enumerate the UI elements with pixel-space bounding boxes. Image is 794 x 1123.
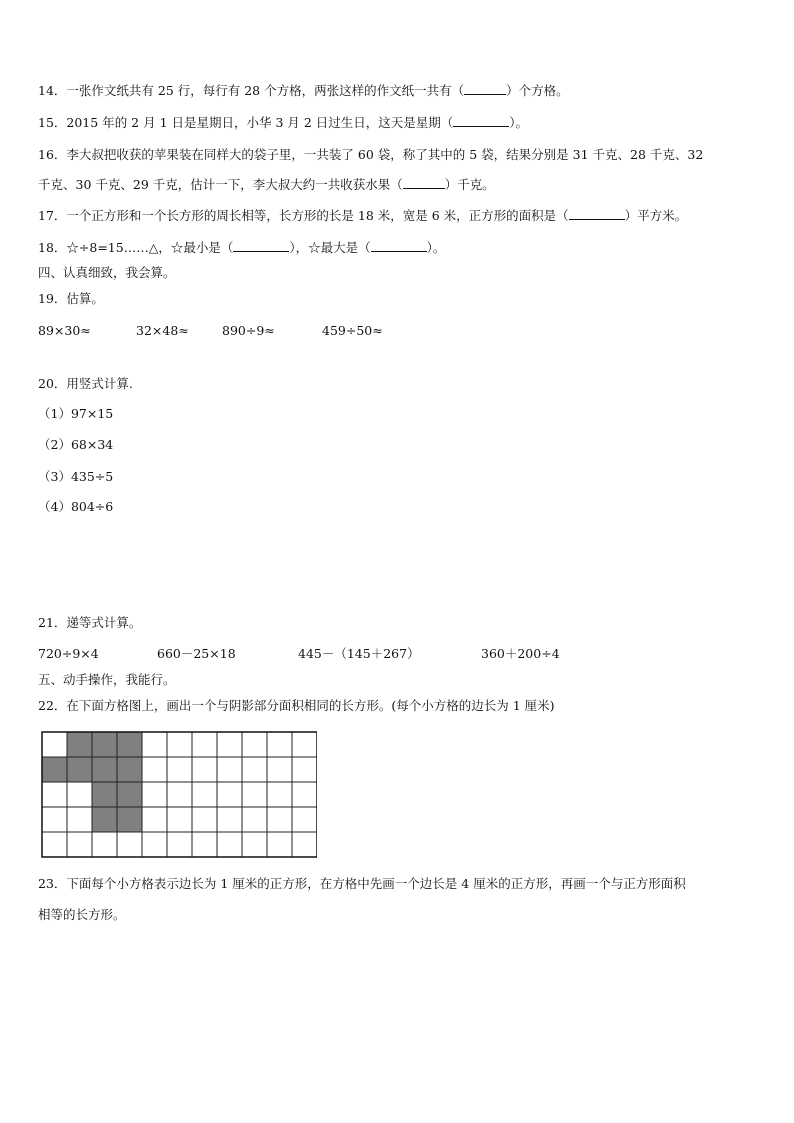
grid-cell[interactable] [217, 782, 242, 807]
grid-cell[interactable] [217, 807, 242, 832]
grid-cell[interactable] [67, 782, 92, 807]
grid-cell[interactable] [192, 807, 217, 832]
grid-cell[interactable] [117, 832, 142, 857]
q21-item-1: 720÷9×4 [38, 646, 99, 661]
question-14 [38, 83, 569, 99]
grid-cell[interactable] [142, 807, 167, 832]
grid-cell[interactable] [292, 757, 317, 782]
grid-cell[interactable] [167, 732, 192, 757]
grid-cell[interactable] [292, 782, 317, 807]
grid-cell[interactable] [42, 807, 67, 832]
grid-cell[interactable] [42, 832, 67, 857]
question-20-title: 20．用竖式计算. [38, 376, 133, 391]
grid-cell[interactable] [242, 732, 267, 757]
grid-cell[interactable] [292, 807, 317, 832]
grid-cell[interactable] [267, 832, 292, 857]
grid-cell[interactable] [217, 732, 242, 757]
q17-text: 17．一个正方形和一个长方形的周长相等，长方形的长是 18 米，宽是 6 米，正方形的面积是（ [38, 208, 569, 223]
q17-text-end: ）平方米。 [624, 208, 688, 223]
q15-text: 15．2015 年的 2 月 1 日是星期日，小华 3 月 2 日过生日，这天是星期（ [38, 115, 454, 130]
grid-cell[interactable] [142, 732, 167, 757]
grid-cell[interactable] [292, 832, 317, 857]
grid-cell-shaded[interactable] [117, 757, 142, 782]
grid-cell[interactable] [142, 782, 167, 807]
grid-cell[interactable] [242, 807, 267, 832]
q16-text-end: ）千克。 [444, 177, 495, 192]
q15-answer-blank[interactable] [453, 115, 509, 127]
grid-cell-shaded[interactable] [117, 807, 142, 832]
q19-item-3: 890÷9≈ [222, 323, 275, 338]
q20-item-2: （2）68×34 [38, 437, 114, 452]
question-17 [38, 208, 687, 224]
q14-answer-blank[interactable] [464, 83, 506, 95]
q19-item-1: 89×30≈ [38, 323, 91, 338]
q20-item-4: （4）804÷6 [38, 499, 114, 514]
q20-item-1: （1）97×15 [38, 406, 114, 421]
grid-cell[interactable] [167, 757, 192, 782]
grid-cell-shaded[interactable] [92, 757, 117, 782]
q18-text-end: ）。 [426, 240, 446, 255]
grid-cell[interactable] [267, 807, 292, 832]
q22-square-grid[interactable] [41, 731, 317, 859]
grid-cell[interactable] [192, 732, 217, 757]
q18-text: 18．☆÷8=15……△，☆最小是（ [38, 240, 234, 255]
q21-item-3: 445－（145＋267） [298, 646, 420, 661]
question-16-line2 [38, 177, 495, 193]
question-21-title: 21．递等式计算。 [38, 615, 142, 630]
grid-cell[interactable] [267, 757, 292, 782]
q16-answer-blank[interactable] [403, 177, 445, 189]
grid-cell[interactable] [242, 782, 267, 807]
question-16-line1 [38, 147, 703, 163]
question-19-title: 19．估算。 [38, 291, 104, 306]
section-4-heading: 四、认真细致，我会算。 [38, 265, 176, 280]
grid-cell[interactable] [192, 782, 217, 807]
q18-min-blank[interactable] [233, 240, 289, 252]
q18-text-mid: ），☆最大是（ [289, 240, 371, 255]
grid-cell-shaded[interactable] [92, 782, 117, 807]
grid-cell[interactable] [167, 832, 192, 857]
q21-item-2: 660－25×18 [157, 646, 236, 661]
grid-cell[interactable] [67, 807, 92, 832]
grid-cell[interactable] [217, 832, 242, 857]
grid-cell[interactable] [242, 757, 267, 782]
q16-text-line1: 16．李大叔把收获的苹果装在同样大的袋子里，一共装了 60 袋，称了其中的 5 袋，结果分别是 31 千克、28 千克、32 [38, 147, 704, 162]
q14-text-end: ）个方格。 [506, 83, 569, 98]
q15-text-end: ）。 [509, 115, 529, 130]
grid-cell-shaded[interactable] [67, 757, 92, 782]
question-23-line2: 相等的长方形。 [38, 907, 126, 922]
q14-text: 14．一张作文纸共有 25 行，每行有 28 个方格，两张这样的作文纸一共有（ [38, 83, 465, 98]
q16-text-line2: 千克、30 千克、29 千克，估计一下，李大叔大约一共收获水果（ [38, 177, 403, 192]
grid-cell[interactable] [167, 782, 192, 807]
grid-cell[interactable] [192, 757, 217, 782]
question-15 [38, 115, 528, 131]
grid-cell-shaded[interactable] [92, 807, 117, 832]
grid-cell[interactable] [267, 782, 292, 807]
grid-cell-shaded[interactable] [92, 732, 117, 757]
grid-cell[interactable] [167, 807, 192, 832]
grid-cell[interactable] [142, 757, 167, 782]
q19-item-2: 32×48≈ [136, 323, 189, 338]
grid-cell[interactable] [42, 782, 67, 807]
grid-cell-shaded[interactable] [67, 732, 92, 757]
grid-cell[interactable] [67, 832, 92, 857]
q21-item-4: 360＋200÷4 [481, 646, 560, 661]
grid-cell[interactable] [217, 757, 242, 782]
question-18 [38, 240, 445, 256]
q18-max-blank[interactable] [371, 240, 427, 252]
q20-item-3: （3）435÷5 [38, 469, 114, 484]
grid-cell[interactable] [142, 832, 167, 857]
section-5-heading: 五、动手操作，我能行。 [38, 672, 176, 687]
grid-cell[interactable] [292, 732, 317, 757]
grid-cell[interactable] [42, 732, 67, 757]
grid-cell[interactable] [192, 832, 217, 857]
grid-cell[interactable] [242, 832, 267, 857]
question-22-title: 22．在下面方格图上，画出一个与阴影部分面积相同的长方形。(每个小方格的边长为 1 厘米) [38, 698, 555, 713]
grid-svg[interactable] [41, 731, 317, 859]
grid-cell-shaded[interactable] [42, 757, 67, 782]
grid-cell-shaded[interactable] [117, 782, 142, 807]
grid-cell[interactable] [92, 832, 117, 857]
grid-cell-shaded[interactable] [117, 732, 142, 757]
q19-item-4: 459÷50≈ [322, 323, 383, 338]
grid-cell[interactable] [267, 732, 292, 757]
q17-answer-blank[interactable] [569, 208, 625, 220]
question-23-line1: 23．下面每个小方格表示边长为 1 厘米的正方形，在方格中先画一个边长是 4 厘米的正方形，再画一个与正方形面积 [38, 876, 686, 891]
